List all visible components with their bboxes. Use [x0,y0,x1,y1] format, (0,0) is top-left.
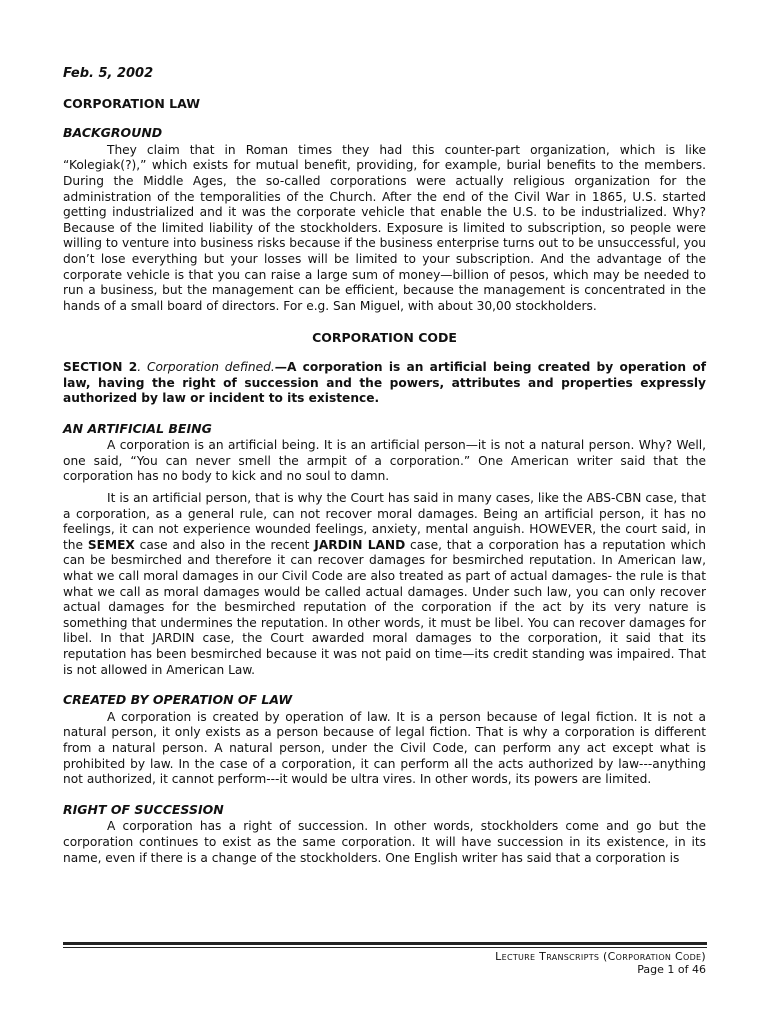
section-body: —A corporation is an artificial being created by operation of law, having the right of succession and the powers, attributes and properties expressly authorized by law or incident to its existence. [63,359,707,406]
operation-of-law-heading: CREATED BY OPERATION OF LAW [63,692,293,708]
artificial-p2-text-a: It is an artificial person, that is why the Court has said in many cases, like the ABS-CBN case, that a corporation, as a general rule, can not recover moral damages. Being an artificial person, it has no feelings, it can not experience wounded feelings, anxiety, mental anguish. HOWEVER, the court said, in the [63,491,706,552]
footer-rule-thin [63,947,707,948]
right-of-succession-paragraph: A corporation has a right of succession. In other words, stockholders come and go but the corporation continues to exist as the same corporation. It will have succession in its existence, in its name, even if there is a change of the stockholders. One English writer has said that a corporation is [63,819,706,865]
section-definition: Corporation defined. [146,359,275,374]
footer-document-label: Lecture Transcripts (Corporation Code) [495,950,706,963]
corporation-code-title: CORPORATION CODE [312,330,457,346]
operation-of-law-paragraph: A corporation is created by operation of law. It is a person because of legal fiction. It is not a natural person, it only exists as a person because of legal fiction. That is why a corporation is different from a natural person. A natural person, under the Civil Code, can perform any act except what is prohibited by law. In the case of a corporation, it can perform all the acts authorized by law---anything not authorized, it cannot perform---it would be ultra vires. In other words, its powers are limited. [63,709,706,787]
document-page [63,60,706,872]
right-of-succession-heading: RIGHT OF SUCCESSION [63,801,224,817]
artificial-paragraph-1: A corporation is an artificial being. It is an artificial person—it is not a natural person. Why? Well, one said, “You can never smell the armpit of a corporation.” One American writer said that the corporation has no body to kick and no soul to damn. [63,438,706,484]
artificial-p2-text-e: case, that a corporation has a reputation which can be besmirched and therefore it can recover damages for besmirched reputation. In American law, what we call moral damages in our Civil Code are also treated as part of actual damages- the rule is that what we call as moral damages would be called actual damages. Under such law, you can only recover actual damages for the besmirched reputation of the corporation if the act by its very nature is something that undermines the reputation. In other words, it must be libel. You can recover damages for libel. In that JARDIN case, the Court awarded moral damages to the corporation, it said that its reputation has been besmirched because it was not paid on time—its credit standing was impaired. That is not allowed in American Law. [63,537,706,677]
document-title: CORPORATION LAW [63,95,201,111]
section-label: SECTION 2 [63,359,138,374]
section-separator: . [137,359,147,374]
section-2-text [63,360,706,407]
footer-page-number: Page 1 of 46 [637,963,706,976]
semex-case: SEMEX [87,537,135,552]
background-heading: BACKGROUND [63,125,163,141]
artificial-paragraph-2 [63,491,706,678]
artificial-being-heading: AN ARTIFICIAL BEING [63,420,212,436]
lecture-date: Feb. 5, 2002 [63,66,154,81]
page-footer [495,950,706,976]
jardin-land-case: JARDIN LAND [314,537,406,552]
footer-rule-thick [63,942,707,945]
artificial-p2-text-c: case and also in the recent [134,537,315,552]
background-paragraph: They claim that in Roman times they had this counter-part organization, which is like “Kolegiak(?),” which exists for mutual benefit, providing, for example, burial benefits to the members. During the Middle Ages, the so-called corporations were actually religious organization for the administration of the temporalities of the Church. After the end of the Civil War in 1865, U.S. started getting industrialized and it was the corporate vehicle that enable the U.S. to be industrialized. Why? Because of the limited liability of the stockholders. Exposure is limited to subscription, so people were willing to venture into business risks because if the business enterprise turns out to be unsuccessful, you don’t lose everything but your losses will be limited to your subscription. And the advantage of the corporate vehicle is that you can raise a large sum of money—billion of pesos, which may be needed to run a business, but the management can be efficient, because the management is concentrated in the hands of a small board of directors. For e.g. San Miguel, with about 30,00 stockholders. [63,142,706,313]
